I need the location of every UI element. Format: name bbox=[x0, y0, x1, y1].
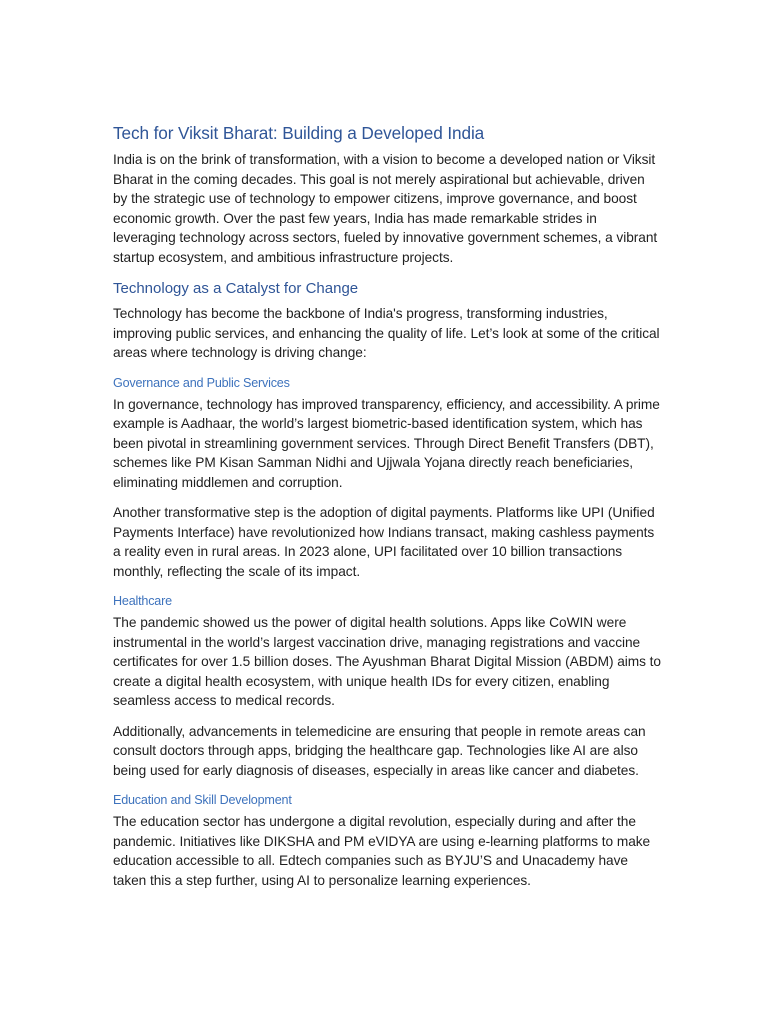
section-heading: Technology as a Catalyst for Change bbox=[113, 280, 359, 297]
healthcare-paragraph-1: The pandemic showed us the power of digital health solutions. Apps like CoWIN were instrumental in the world’s largest vaccination drive, managing registrations and vaccine certificates for over 1.5 billion doses. The Ayushman Bharat Digital Mission (ABDM) aims to create a digital health ecosystem, with unique health IDs for every citizen, enabling seamless access to medical records. bbox=[113, 615, 661, 708]
healthcare-paragraph-2: Additionally, advancements in telemedicine are ensuring that people in remote areas can consult doctors through apps, bridging the healthcare gap. Technologies like AI are also being used for early diagnosis of diseases, especially in areas like cancer and diabetes. bbox=[113, 723, 646, 778]
subsection-heading-education: Education and Skill Development bbox=[113, 793, 292, 807]
education-paragraph-1: The education sector has undergone a digital revolution, especially during and after the pandemic. Initiatives like DIKSHA and PM eVIDYA are using e-learning platforms to make education accessible to all. Edtech companies such as BYJU’S and Unacademy have taken this a step further, using AI to personalize learning experiences. bbox=[113, 814, 651, 888]
subsection-heading-healthcare: Healthcare bbox=[113, 594, 172, 608]
section-intro-paragraph: Technology has become the backbone of India's progress, transforming industries, improving public services, and enhancing the quality of life. Let’s look at some of the critical areas where technology is driving change: bbox=[113, 306, 660, 360]
intro-paragraph: India is on the brink of transformation, with a vision to become a developed nation or Viksit Bharat in the coming decades. This goal is not merely aspirational but achievable, driven by the strategic use of technology to empower citizens, improve governance, and boost economic growth. Over the past few years, India has made remarkable strides in leveraging technology across sectors, fueled by innovative government schemes, a vibrant startup ecosystem, and ambitious infrastructure projects. bbox=[113, 152, 658, 265]
document-title: Tech for Viksit Bharat: Building a Developed India bbox=[113, 123, 485, 143]
document-page bbox=[113, 120, 661, 901]
subsection-heading-governance: Governance and Public Services bbox=[113, 375, 290, 390]
governance-paragraph-2: Another transformative step is the adoption of digital payments. Platforms like UPI (Unified Payments Interface) have revolutionized how Indians transact, making cashless payments a reality even in rural areas. In 2023 alone, UPI facilitated over 10 billion transactions monthly, reflecting the scale of its impact. bbox=[113, 505, 655, 579]
governance-paragraph-1: In governance, technology has improved transparency, efficiency, and accessibility. A prime example is Aadhaar, the world’s largest biometric-based identification system, which has been pivotal in streamlining government services. Through Direct Benefit Transfers (DBT), schemes like PM Kisan Samman Nidhi and Ujjwala Yojana directly reach beneficiaries, eliminating middlemen and corruption. bbox=[113, 396, 660, 490]
